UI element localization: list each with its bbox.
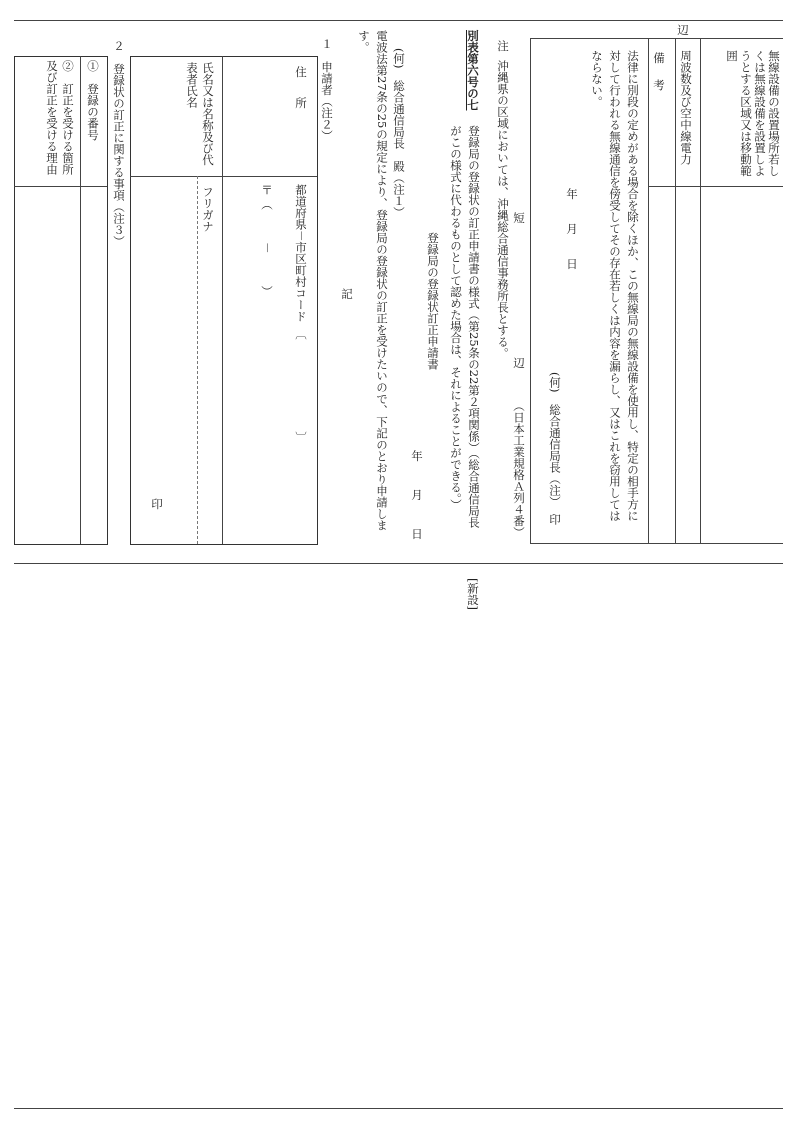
- upper-table-bikou-label: 備 考: [652, 52, 666, 93]
- outer-frame-top: [530, 38, 783, 39]
- notice-text: 法律に別段の定めがある場合を除くほか、この無線局の無線設備を使用し、特定の相手方に対して行われる無線通信を傍受してその存在若しくは内容を漏らし、又はこれを窃用してはならない。: [590, 50, 640, 522]
- item-registration-number: ① 登録の番号: [86, 60, 100, 141]
- page-bottom-rule: [14, 1108, 783, 1109]
- item-correction-details: ② 訂正を受ける箇所及び訂正を受ける理由: [45, 60, 75, 175]
- upper-table-row-divider: [648, 186, 783, 187]
- outer-frame-bottom: [530, 543, 783, 544]
- new-mark: [新設]: [466, 578, 480, 610]
- form-recipient: (何) 総合通信局長 殿（注１）: [392, 48, 406, 218]
- section-1-heading: １ 申請者（注２）: [320, 38, 334, 142]
- note-text-1: 沖縄県の区域においては、沖縄総合通信事務所長とする。: [496, 60, 510, 359]
- notice-date: 年 月 日: [565, 188, 579, 276]
- form-title: 登録局の登録状訂正申請書: [426, 232, 440, 370]
- upper-table-row2-label: 周波数及び空中線電力: [679, 50, 693, 165]
- edge-label-short: 短: [512, 212, 526, 224]
- postal-code-field: 〒（ － ）: [260, 184, 274, 300]
- furigana-label: フリガナ: [201, 186, 215, 232]
- upper-table-row1-label: 無線設備の設置場所若しくは無線設備を設置しようとする区域又は移動範囲: [725, 50, 781, 177]
- name-label: 氏名又は名称及び代表者氏名: [185, 62, 215, 166]
- upper-table-divider-1: [675, 38, 676, 543]
- page-top-rule: [14, 20, 783, 21]
- form-date: 年 月 日: [410, 450, 424, 548]
- column-separator-rule: [14, 563, 783, 564]
- prefecture-code-label: 都道府県－市区町村コード 〔 〕: [294, 184, 308, 443]
- seal-mark: 印: [150, 498, 164, 510]
- size-note: （日本工業規格Ａ列４番）: [512, 400, 526, 538]
- address-label: 住 所: [294, 66, 308, 113]
- upper-table-divider-2: [700, 38, 701, 543]
- notice-issuer: (何) 総合通信局長（注） 印: [548, 372, 562, 525]
- form-body: 電波法第27条の25の規定により、登録局の登録状の訂正を受けたいので、下記のとおり申請します。: [357, 30, 389, 531]
- edge-label-side: 辺: [512, 357, 526, 369]
- form-label: 別表第六号の七: [466, 30, 480, 111]
- applicant-table-col-divider: [130, 176, 317, 177]
- furigana-separator: [197, 176, 198, 544]
- outer-frame-left: [530, 38, 531, 543]
- note-text-2: 登録局の登録状の訂正申請書の様式（第25条の22第２項関係）（総合通信局長がこの様式に代わるものとして認めた場合は、それによることができる。）: [449, 125, 481, 529]
- upper-table-left: [648, 38, 649, 543]
- note-head: 注: [496, 40, 510, 52]
- form-ki: 記: [340, 288, 354, 300]
- correction-table-col-divider: [14, 186, 107, 187]
- edge-label-top: 辺: [676, 24, 690, 36]
- correction-table-row-divider: [80, 56, 81, 544]
- applicant-table: [130, 56, 318, 545]
- applicant-table-row-divider: [222, 56, 223, 544]
- section-2-heading: ２ 登録状の訂正に関する事項（注３）: [112, 40, 126, 247]
